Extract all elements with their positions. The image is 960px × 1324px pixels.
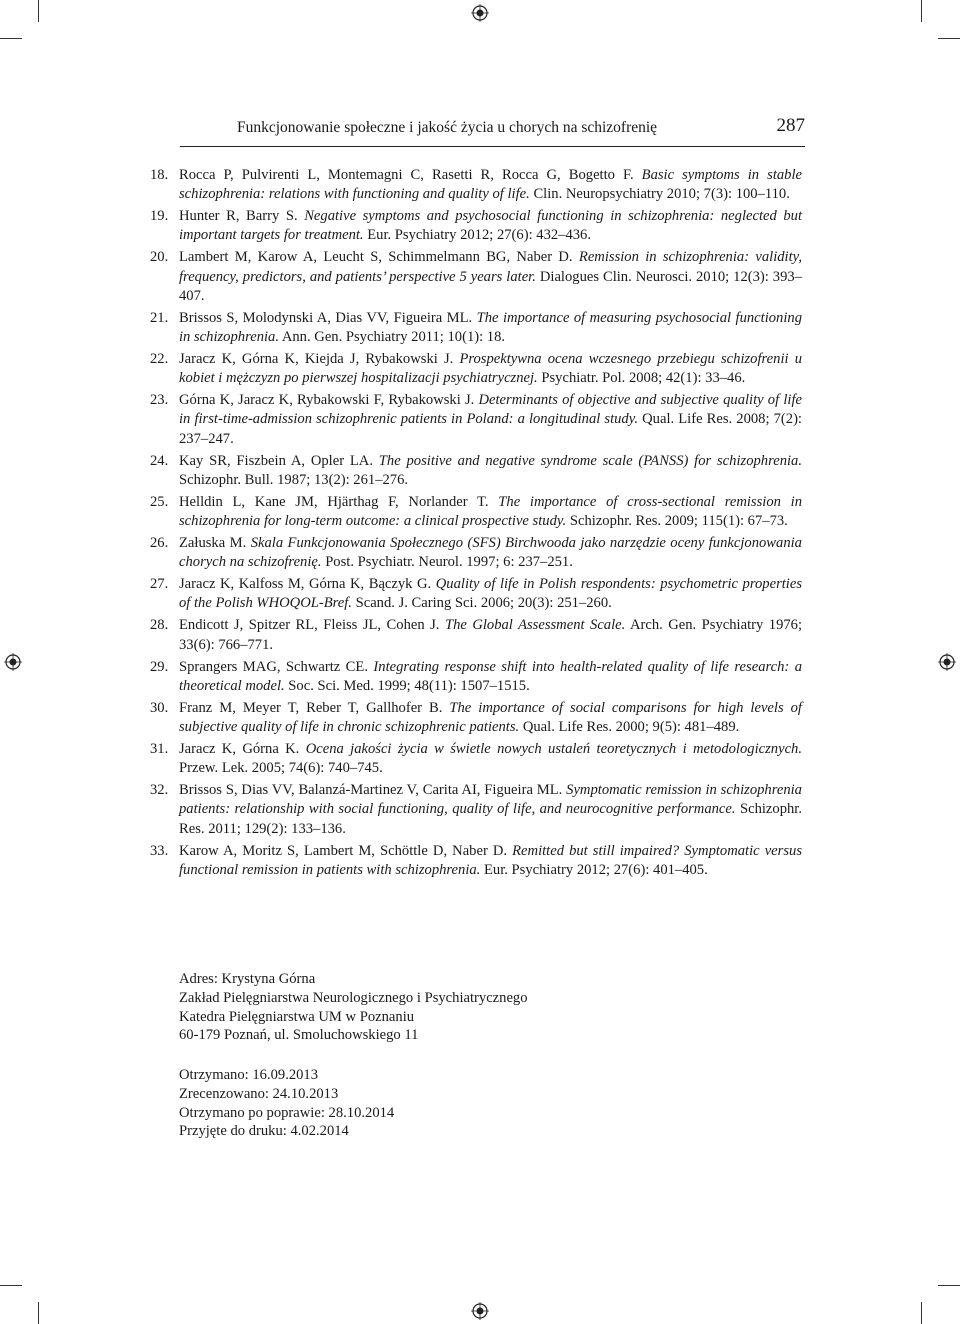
- reference-number: 21.: [150, 309, 169, 326]
- reference-item: [150, 493, 802, 531]
- reference-title: The positive and negative syndrome scale (PANSS) for schizophrenia.: [378, 452, 802, 469]
- reference-source: Arch. Gen. Psychiatry 1976; 33(6): 766–771.: [179, 617, 803, 653]
- reference-title: The importance of social comparisons for high levels of subjective quality of life in chronic schizophrenic patients.: [179, 699, 802, 736]
- reference-authors: Górna K, Jaracz K, Rybakowski F, Rybakowski J.: [179, 392, 475, 409]
- reference-authors: Kay SR, Fiszbein A, Opler LA.: [179, 452, 373, 469]
- reference-item: [150, 699, 802, 737]
- reference-number: 30.: [150, 699, 169, 716]
- reference-source: Scand. J. Caring Sci. 2006; 20(3): 251–260.: [355, 595, 612, 612]
- date-revised: Otrzymano po poprawie: 28.10.2014: [179, 1104, 395, 1121]
- reference-title: Integrating response shift into health-related quality of life research: a theoretical model.: [179, 658, 802, 694]
- crop-mark-top-left: [38, 0, 39, 22]
- crop-mark-bottom-right: [921, 1302, 922, 1324]
- reference-title: Prospektywna ocena wczesnego przebiegu schizofrenii u kobiet i mężczyzn po pierwszej hospitalizacji psychiatrycznej.: [179, 351, 802, 387]
- reference-list: [150, 166, 802, 883]
- reference-title: Skala Funkcjonowania Społecznego (SFS) Birchwooda jako narzędzie oceny funkcjonowania chorych na schizofrenię.: [179, 535, 802, 571]
- reference-title: The importance of cross-sectional remission in schizophrenia for long-term outcome: a clinical prospective study.: [179, 493, 803, 530]
- reference-item: [150, 740, 802, 778]
- reference-number: 23.: [150, 392, 169, 409]
- reference-number: 25.: [150, 493, 169, 510]
- registration-mark-icon: [938, 653, 956, 671]
- reference-authors: Lambert M, Karow A, Leucht S, Schimmelmann BG, Naber D.: [179, 249, 573, 266]
- reference-number: 31.: [150, 741, 169, 758]
- running-header-title: Funkcjonowanie społeczne i jakość życia u chorych na schizofrenię: [237, 119, 658, 136]
- reference-number: 22.: [150, 351, 169, 368]
- reference-authors: Jaracz K, Górna K, Kiejda J, Rybakowski J.: [179, 351, 454, 368]
- reference-title: Negative symptoms and psychosocial functioning in schizophrenia: neglected but important targets for treatment.: [179, 208, 803, 244]
- reference-title: Remission in schizophrenia: validity, frequency, predictors, and patients’ perspective 5 years later.: [179, 249, 802, 285]
- reference-source: Eur. Psychiatry 2012; 27(6): 401–405.: [484, 861, 708, 878]
- correspondence-address: [179, 970, 528, 1045]
- reference-source: Schizophr. Res. 2009; 115(1): 67–73.: [569, 513, 788, 530]
- reference-title: Symptomatic remission in schizophrenia patients: relationship with social functioning, quality of life, and neurocognitive performance.: [179, 782, 802, 818]
- reference-authors: Franz M, Meyer T, Reber T, Gallhofer B.: [179, 699, 443, 716]
- reference-number: 33.: [150, 842, 169, 859]
- reference-source: Schizophr. Res. 2011; 129(2): 133–136.: [179, 801, 802, 837]
- reference-item: [150, 658, 802, 696]
- reference-title: Ocena jakości życia w świetle nowych ustaleń teoretycznych i metodologicznych.: [305, 741, 802, 758]
- crop-mark-bottom-left-h: [0, 1285, 22, 1286]
- address-line: 60-179 Poznań, ul. Smoluchowskiego 11: [179, 1027, 419, 1044]
- reference-title: Remitted but still impaired? Symptomatic versus functional remission in patients with schizophrenia.: [179, 842, 802, 878]
- reference-title: Determinants of objective and subjective quality of life in first-time-admission schizophrenic patients in Poland: a longitudinal study.: [179, 392, 802, 428]
- running-header: [180, 112, 805, 147]
- reference-item: [150, 534, 802, 572]
- reference-source: Qual. Life Res. 2000; 9(5): 481–489.: [522, 719, 740, 736]
- reference-source: Eur. Psychiatry 2012; 27(6): 432–436.: [367, 227, 592, 244]
- reference-number: 19.: [150, 208, 169, 225]
- reference-authors: Karow A, Moritz S, Lambert M, Schöttle D, Naber D.: [179, 842, 508, 859]
- reference-authors: Jaracz K, Górna K.: [179, 741, 300, 758]
- registration-mark-icon: [471, 4, 489, 22]
- reference-number: 18.: [150, 167, 169, 183]
- reference-authors: Brissos S, Molodynski A, Dias VV, Figueira ML.: [179, 309, 473, 326]
- reference-item: [150, 207, 802, 245]
- address-line: Adres: Krystyna Górna: [179, 971, 316, 987]
- reference-source: Psychiatr. Pol. 2008; 42(1): 33–46.: [541, 370, 746, 387]
- page-number: 287: [776, 115, 805, 136]
- reference-source: Ann. Gen. Psychiatry 2011; 10(1): 18.: [281, 329, 506, 346]
- reference-item: [150, 842, 802, 880]
- reference-item: [150, 309, 802, 347]
- reference-source: Dialogues Clin. Neurosci. 2010; 12(3): 393–407.: [179, 268, 802, 304]
- reference-item: [150, 350, 802, 388]
- reference-title: The importance of measuring psychosocial functioning in schizophrenia.: [179, 309, 802, 346]
- registration-mark-icon: [471, 1302, 489, 1320]
- reference-title: The Global Assessment Scale.: [444, 617, 626, 634]
- reference-authors: Sprangers MAG, Schwartz CE.: [179, 658, 368, 675]
- reference-number: 26.: [150, 535, 169, 552]
- reference-number: 20.: [150, 249, 169, 266]
- reference-source: Clin. Neuropsychiatry 2010; 7(3): 100–110.: [533, 186, 790, 203]
- reference-item: [150, 248, 802, 306]
- address-line: Katedra Pielęgniarstwa UM w Poznaniu: [179, 1008, 415, 1025]
- reference-authors: Załuska M.: [179, 535, 247, 552]
- reference-item: [150, 575, 802, 613]
- reference-authors: Rocca P, Pulvirenti L, Montemagni C, Rasetti R, Rocca G, Bogetto F.: [179, 167, 634, 183]
- crop-mark-bottom-left: [38, 1302, 39, 1324]
- reference-authors: Hunter R, Barry S.: [179, 208, 298, 225]
- reference-authors: Brissos S, Dias VV, Balanzá-Martinez V, Carita AI, Figueira ML.: [179, 782, 563, 799]
- reference-source: Przew. Lek. 2005; 74(6): 740–745.: [179, 760, 383, 777]
- crop-mark-top-right: [921, 0, 922, 22]
- reference-item: [150, 452, 802, 490]
- reference-number: 27.: [150, 576, 169, 593]
- date-received: Otrzymano: 16.09.2013: [179, 1067, 319, 1083]
- crop-mark-top-right-h: [938, 38, 960, 39]
- reference-number: 32.: [150, 782, 169, 799]
- reference-title: Quality of life in Polish respondents: psychometric properties of the Polish WHOQOL-Bref.: [179, 576, 803, 612]
- crop-mark-bottom-right-h: [938, 1285, 960, 1286]
- reference-item: [150, 166, 802, 204]
- reference-number: 29.: [150, 658, 169, 675]
- address-line: Zakład Pielęgniarstwa Neurologicznego i Psychiatrycznego: [179, 989, 528, 1006]
- date-reviewed: Zrecenzowano: 24.10.2013: [179, 1085, 339, 1102]
- reference-source: Post. Psychiatr. Neurol. 1997; 6: 237–251.: [325, 554, 573, 571]
- reference-item: [150, 616, 802, 654]
- reference-source: Soc. Sci. Med. 1999; 48(11): 1507–1515.: [288, 677, 530, 694]
- reference-number: 24.: [150, 452, 169, 469]
- reference-item: [150, 391, 802, 449]
- reference-authors: Endicott J, Spitzer RL, Fleiss JL, Cohen J.: [179, 617, 440, 634]
- reference-authors: Jaracz K, Kalfoss M, Górna K, Bączyk G.: [179, 576, 432, 593]
- reference-item: [150, 781, 802, 839]
- registration-mark-icon: [4, 653, 22, 671]
- crop-mark-top-left-h: [0, 38, 22, 39]
- reference-number: 28.: [150, 617, 169, 634]
- reference-source: Schizophr. Bull. 1987; 13(2): 261–276.: [179, 471, 409, 488]
- reference-authors: Helldin L, Kane JM, Hjärthag F, Norlander T.: [179, 493, 489, 510]
- reference-source: Qual. Life Res. 2008; 7(2): 237–247.: [179, 411, 802, 447]
- reference-title: Basic symptoms in stable schizophrenia: relations with functioning and quality of life.: [179, 167, 802, 203]
- editorial-dates: [179, 1066, 394, 1141]
- date-accepted: Przyjęte do druku: 4.02.2014: [179, 1123, 349, 1140]
